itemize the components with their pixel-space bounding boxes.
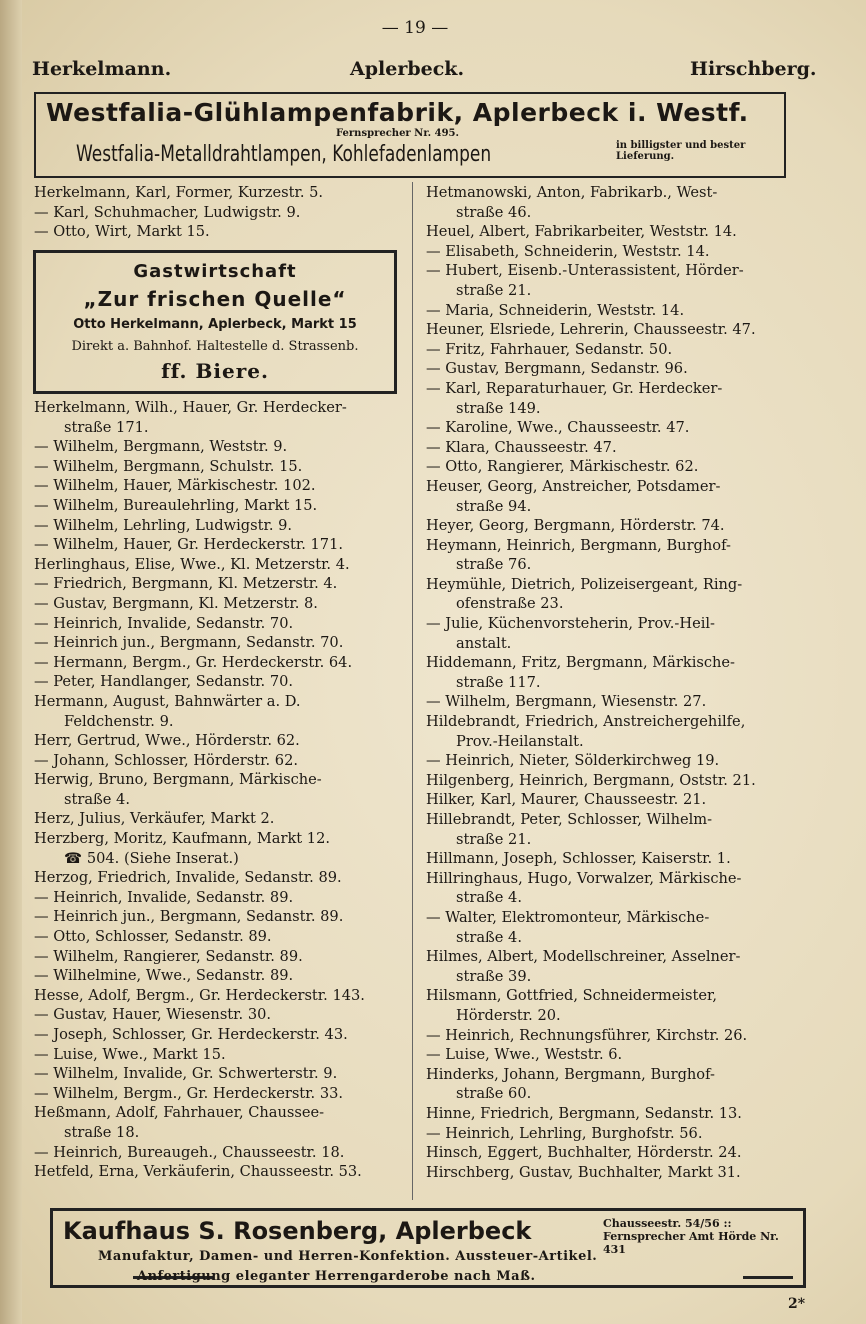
directory-entry: straße 149.: [456, 399, 541, 417]
directory-entry: — Gustav, Hauer, Wiesenstr. 30.: [34, 1006, 272, 1024]
directory-entry: Heuner, Elsriede, Lehrerin, Chausseestr. 47.: [426, 321, 756, 339]
directory-entry: Hinne, Friedrich, Bergmann, Sedanstr. 13.: [426, 1104, 742, 1122]
directory-entry: — Heinrich, Invalide, Sedanstr. 89.: [34, 888, 294, 906]
directory-entry: Hillmann, Joseph, Schlosser, Kaiserstr. 1.: [426, 850, 731, 868]
directory-entry: Heymann, Heinrich, Bergmann, Burghof-: [426, 536, 731, 554]
directory-entry: — Hermann, Bergm., Gr. Herdeckerstr. 64.: [34, 653, 353, 671]
directory-entry: — Karoline, Wwe., Chausseestr. 47.: [426, 419, 690, 437]
directory-entry: Heymühle, Dietrich, Polizeisergeant, Ring-: [426, 575, 743, 593]
advert-rosenberg-goods: Manufaktur, Damen- und Herren-Konfektion. Aussteuer-Artikel.: [98, 1249, 598, 1264]
directory-entry: — Heinrich, Bureaugeh., Chausseestr. 18.: [34, 1143, 345, 1161]
directory-entry: Heuser, Georg, Anstreicher, Potsdamer-: [426, 477, 721, 495]
header-left: Herkelmann.: [32, 58, 172, 80]
directory-entry: — Wilhelm, Bergmann, Wiesenstr. 27.: [426, 693, 707, 711]
directory-entry: — Otto, Schlosser, Sedanstr. 89.: [34, 928, 272, 946]
advert-gast-title: Gastwirtschaft: [133, 261, 297, 282]
directory-entry: — Wilhelm, Hauer, Märkischestr. 102.: [34, 477, 316, 495]
directory-entry: — Wilhelm, Hauer, Gr. Herdeckerstr. 171.: [34, 536, 343, 554]
directory-entry: straße 18.: [64, 1123, 140, 1141]
advert-rosenberg-title: Kaufhaus S. Rosenberg, Aplerbeck: [63, 1217, 532, 1245]
header-center: Aplerbeck.: [350, 58, 465, 80]
directory-entry: Feldchenstr. 9.: [64, 712, 174, 730]
directory-entry: Herzberg, Moritz, Kaufmann, Markt 12.: [34, 830, 331, 848]
directory-entry: Hetfeld, Erna, Verkäuferin, Chausseestr. 53.: [34, 1163, 362, 1181]
directory-entry: straße 117.: [456, 673, 541, 691]
directory-entry: — Walter, Elektromonteur, Märkische-: [426, 908, 710, 926]
signature-mark: 2*: [788, 1296, 806, 1312]
directory-entry: — Gustav, Bergmann, Kl. Metzerstr. 8.: [34, 594, 318, 612]
directory-entry: — Heinrich, Rechnungsführer, Kirchstr. 26.: [426, 1026, 748, 1044]
directory-entry: straße 94.: [456, 497, 532, 515]
directory-entry: Hilmes, Albert, Modellschreiner, Asselner-: [426, 948, 741, 966]
directory-entry: Herwig, Bruno, Bergmann, Märkische-: [34, 771, 322, 789]
directory-entry: Hiddemann, Fritz, Bergmann, Märkische-: [426, 654, 735, 672]
book-spine: [0, 0, 22, 1324]
advert-gast-owner: Otto Herkelmann, Aplerbeck, Markt 15: [73, 317, 357, 332]
advert-gast-name: „Zur frischen Quelle“: [83, 287, 347, 311]
directory-entry: — Peter, Handlanger, Sedanstr. 70.: [34, 673, 294, 691]
left-column-main: [34, 398, 406, 1182]
directory-entry: straße 21.: [456, 281, 532, 299]
directory-entry: Hilsmann, Gottfried, Schneidermeister,: [426, 987, 718, 1005]
advert-westfalia: [34, 92, 786, 178]
directory-entry: — Otto, Wirt, Markt 15.: [34, 223, 210, 241]
directory-entry: — Luise, Wwe., Weststr. 6.: [426, 1046, 623, 1064]
directory-entry: Hermann, August, Bahnwärter a. D.: [34, 692, 301, 710]
directory-entry: — Wilhelm, Rangierer, Sedanstr. 89.: [34, 947, 303, 965]
page-number: — 19 —: [381, 18, 449, 38]
advert-rosenberg: [50, 1208, 806, 1288]
directory-entry: — Hubert, Eisenb.-Unterassistent, Hörder-: [426, 262, 744, 280]
directory-entry: Hilker, Karl, Maurer, Chausseestr. 21.: [426, 791, 707, 809]
directory-entry: straße 171.: [64, 418, 149, 436]
directory-entry: Hillringhaus, Hugo, Vorwalzer, Märkische-: [426, 869, 742, 887]
advert-rosenberg-rule-right: [743, 1276, 793, 1279]
directory-entry: ofenstraße 23.: [456, 595, 564, 613]
directory-entry: — Joseph, Schlosser, Gr. Herdeckerstr. 43.: [34, 1026, 348, 1043]
directory-entry: — Julie, Küchenvorsteherin, Prov.-Heil-: [426, 615, 715, 633]
directory-entry: — Wilhelm, Bureaulehrling, Markt 15.: [34, 496, 318, 514]
directory-entry: Hörderstr. 20.: [456, 1006, 561, 1024]
directory-entry: — Fritz, Fahrhauer, Sedanstr. 50.: [426, 340, 673, 358]
directory-entry: — Wilhelm, Bergmann, Weststr. 9.: [34, 438, 288, 456]
directory-entry: — Wilhelm, Lehrling, Ludwigstr. 9.: [34, 516, 293, 534]
advert-rosenberg-address: Chausseestr. 54/56 :: Fernsprecher Amt Hörde Nr. 431: [603, 1217, 779, 1256]
directory-entry: Hetmanowski, Anton, Fabrikarb., West-: [426, 184, 718, 201]
directory-entry: — Heinrich, Nieter, Sölderkirchweg 19.: [426, 752, 720, 770]
directory-entry: straße 4.: [456, 928, 522, 946]
directory-entry: straße 46.: [456, 203, 532, 221]
directory-entry: — Elisabeth, Schneiderin, Weststr. 14.: [426, 242, 710, 260]
advert-westfalia-phone: Fernsprecher Nr. 495.: [336, 128, 459, 139]
column-divider: [412, 182, 413, 1200]
directory-entry: — Wilhelm, Invalide, Gr. Schwerterstr. 9.: [34, 1065, 338, 1083]
directory-entry: Hilgenberg, Heinrich, Bergmann, Oststr. 21.: [426, 771, 756, 789]
advert-westfalia-note: in billigster und bester Lieferung.: [616, 140, 746, 162]
directory-entry: straße 39.: [456, 967, 532, 985]
directory-entry: — Otto, Rangierer, Märkischestr. 62.: [426, 458, 699, 476]
directory-entry: straße 76.: [456, 556, 532, 574]
directory-entry: Herr, Gertrud, Wwe., Hörderstr. 62.: [34, 732, 300, 750]
directory-entry: Hinsch, Eggert, Buchhalter, Hörderstr. 24.: [426, 1144, 742, 1162]
directory-entry: — Maria, Schneiderin, Weststr. 14.: [426, 301, 685, 319]
header-right: Hirschberg.: [690, 58, 817, 80]
directory-entry: Heyer, Georg, Bergmann, Hörderstr. 74.: [426, 517, 725, 535]
directory-entry: ☎ 504. (Siehe Inserat.): [64, 849, 239, 867]
directory-entry: — Friedrich, Bergmann, Kl. Metzerstr. 4.: [34, 575, 338, 593]
directory-entry: straße 60.: [456, 1085, 532, 1103]
directory-entry: Herlinghaus, Elise, Wwe., Kl. Metzerstr. 4.: [34, 555, 350, 573]
advert-gast-location: Direkt a. Bahnhof. Haltestelle d. Strassenb.: [71, 339, 359, 354]
directory-entry: — Wilhelmine, Wwe., Sedanstr. 89.: [34, 967, 294, 985]
right-column: [426, 183, 814, 1182]
directory-entry: straße 4.: [64, 790, 130, 808]
directory-entry: — Wilhelm, Bergmann, Schulstr. 15.: [34, 457, 303, 475]
directory-entry: straße 21.: [456, 830, 532, 848]
left-column-top: [34, 183, 406, 242]
directory-entry: — Heinrich jun., Bergmann, Sedanstr. 89.: [34, 908, 344, 926]
directory-entry: Prov.-Heilanstalt.: [456, 732, 584, 750]
advert-gast-beer: ff. Biere.: [161, 359, 269, 383]
directory-entry: Hillebrandt, Peter, Schlosser, Wilhelm-: [426, 811, 713, 828]
directory-entry: Herkelmann, Karl, Former, Kurzestr. 5.: [34, 184, 324, 201]
directory-entry: — Luise, Wwe., Markt 15.: [34, 1045, 226, 1063]
directory-entry: — Klara, Chausseestr. 47.: [426, 438, 617, 456]
advert-rosenberg-tailoring: Anfertigung eleganter Herrengarderobe nach Maß.: [137, 1269, 536, 1284]
directory-entry: — Heinrich jun., Bergmann, Sedanstr. 70.: [34, 634, 344, 652]
directory-entry: — Heinrich, Invalide, Sedanstr. 70.: [34, 614, 294, 632]
directory-entry: — Karl, Reparaturhauer, Gr. Herdecker-: [426, 379, 723, 397]
directory-entry: — Johann, Schlosser, Hörderstr. 62.: [34, 751, 298, 769]
advert-westfalia-products: Westfalia-Metalldrahtlampen, Kohlefadenlampen: [76, 142, 492, 167]
directory-entry: Hinderks, Johann, Bergmann, Burghof-: [426, 1065, 715, 1083]
directory-entry: — Heinrich, Lehrling, Burghofstr. 56.: [426, 1124, 703, 1142]
directory-entry: — Karl, Schuhmacher, Ludwigstr. 9.: [34, 203, 301, 221]
directory-entry: Heuel, Albert, Fabrikarbeiter, Weststr. 14.: [426, 223, 737, 241]
advert-gastwirtschaft: [33, 250, 397, 394]
directory-entry: Hildebrandt, Friedrich, Anstreichergehilfe,: [426, 713, 746, 731]
directory-entry: Herz, Julius, Verkäufer, Markt 2.: [34, 810, 275, 828]
directory-entry: Herzog, Friedrich, Invalide, Sedanstr. 89.: [34, 869, 342, 887]
advert-westfalia-title: Westfalia-Glühlampenfabrik, Aplerbeck i. Westf.: [46, 98, 749, 127]
directory-entry: — Gustav, Bergmann, Sedanstr. 96.: [426, 360, 688, 378]
directory-entry: Hirschberg, Gustav, Buchhalter, Markt 31.: [426, 1163, 741, 1181]
directory-entry: Hesse, Adolf, Bergm., Gr. Herdeckerstr. 143.: [34, 986, 365, 1004]
directory-entry: straße 4.: [456, 889, 522, 907]
directory-entry: Heßmann, Adolf, Fahrhauer, Chaussee-: [34, 1104, 325, 1122]
directory-entry: anstalt.: [456, 634, 512, 652]
directory-entry: — Wilhelm, Bergm., Gr. Herdeckerstr. 33.: [34, 1084, 344, 1102]
directory-entry: Herkelmann, Wilh., Hauer, Gr. Herdecker-: [34, 399, 347, 416]
